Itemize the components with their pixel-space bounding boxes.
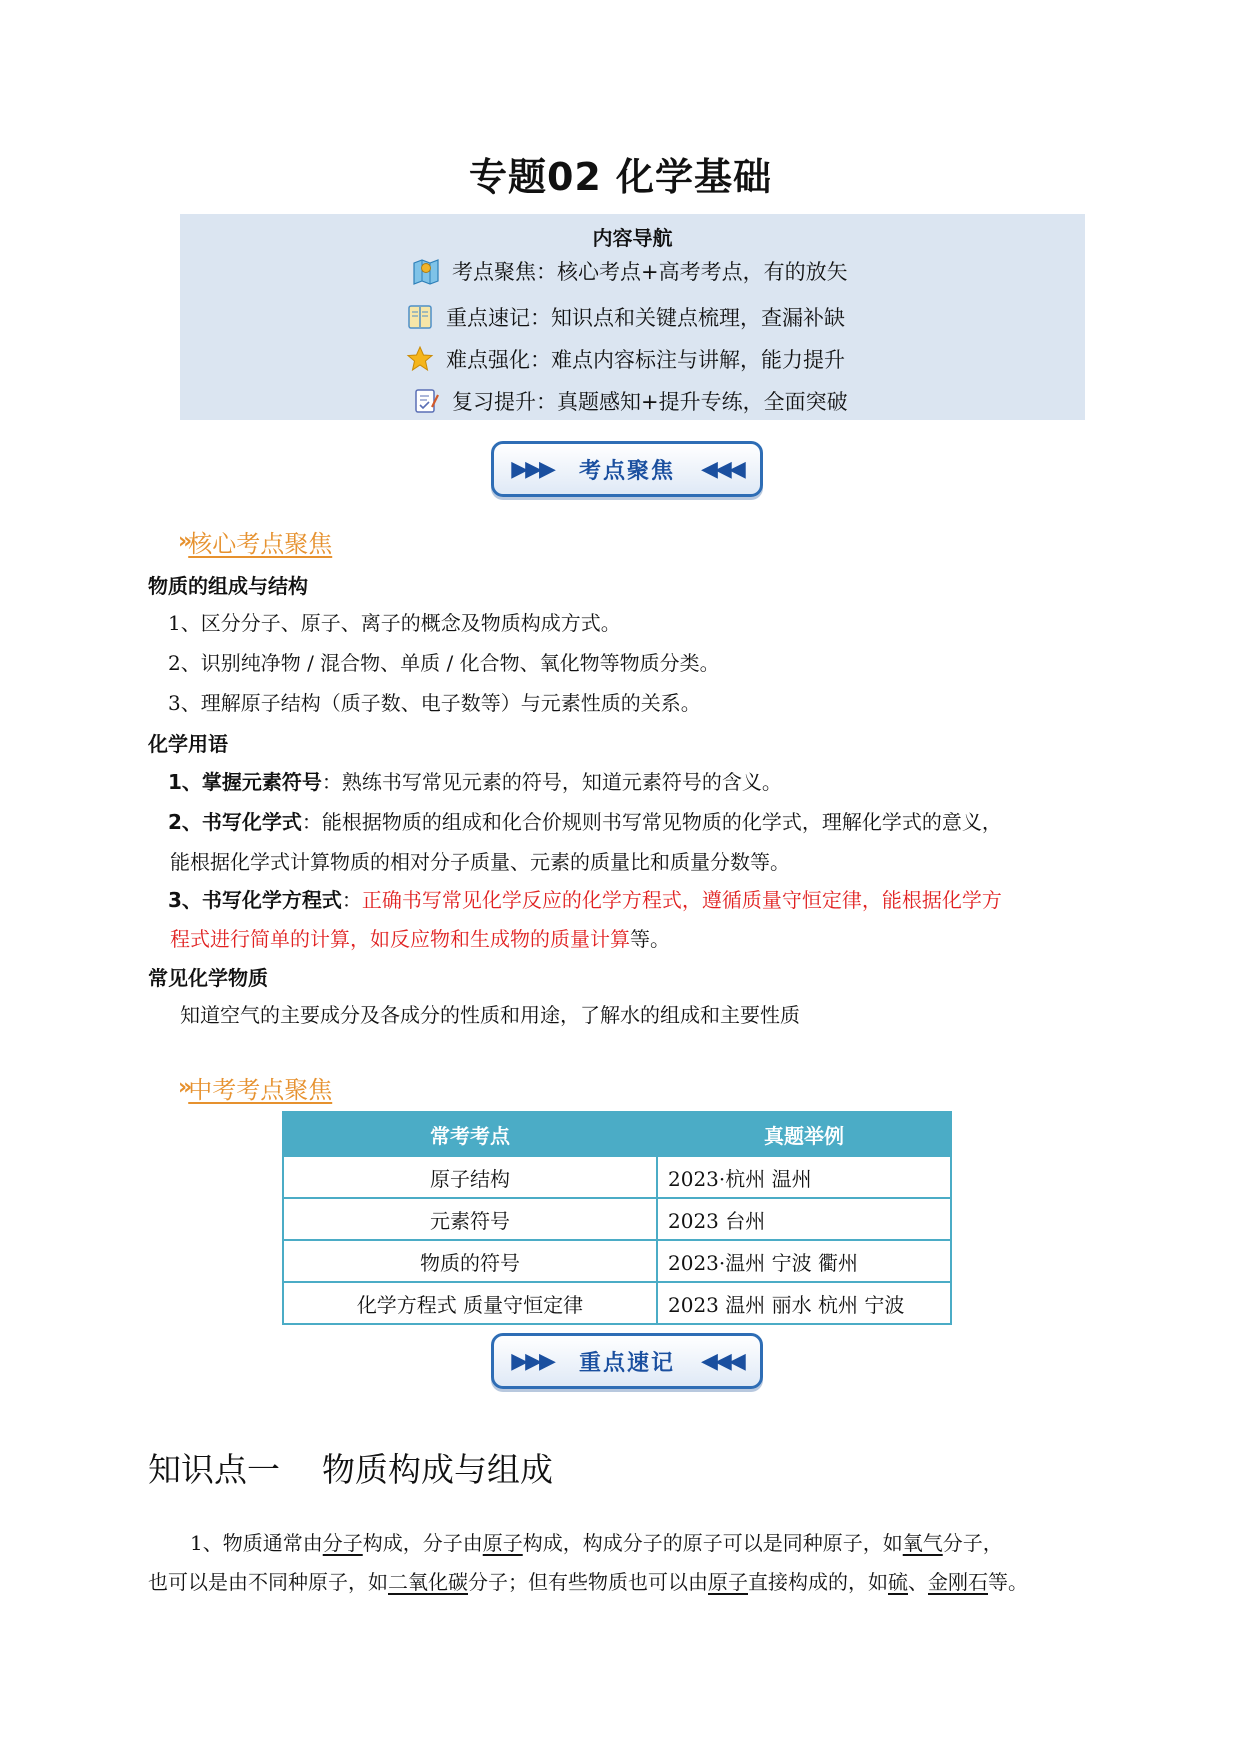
right-triangles-icon: ▶▶▶ — [511, 1348, 553, 1374]
text-run: 等。 — [988, 1570, 1028, 1594]
item-label: 3、书写化学方程式 — [168, 888, 342, 912]
paragraph-continued — [148, 1566, 1028, 1595]
answer-blank: 二氧化碳 — [388, 1570, 468, 1594]
text-run: 分子；但有些物质也可以由 — [468, 1570, 708, 1594]
table-row — [283, 1282, 951, 1324]
table-cell: 元素符号 — [283, 1198, 657, 1240]
right-triangles-icon: ▶▶▶ — [511, 456, 553, 482]
table-cell: 2023·温州 宁波 衢州 — [657, 1240, 951, 1282]
text-run: 1、物质通常由 — [190, 1531, 323, 1555]
paragraph — [190, 1527, 1003, 1556]
column-header: 真题举例 — [657, 1112, 951, 1156]
subheading-substances: 常见化学物质 — [148, 966, 268, 990]
section-heading-text: 中考考点聚焦 — [188, 1076, 333, 1104]
list-item: 2、识别纯净物 / 混合物、单质 / 化合物、氧化物等物质分类。 — [168, 651, 720, 675]
nav-item-focus — [412, 256, 848, 286]
answer-blank: 原子 — [708, 1570, 748, 1594]
nav-item-difficult — [406, 344, 845, 374]
table-row — [283, 1156, 951, 1198]
text-run: 构成，构成分子的原子可以是同种原子，如 — [522, 1531, 903, 1555]
paragraph: 知道空气的主要成分及各成分的性质和用途，了解水的组成和主要性质 — [180, 1003, 800, 1027]
answer-blank: 金刚石 — [928, 1570, 988, 1594]
text-run: 分子， — [942, 1531, 1003, 1555]
item-text: ：熟练书写常见元素的符号，知道元素符号的含义。 — [321, 770, 782, 794]
exam-points-table — [282, 1111, 952, 1325]
nav-item-text: 考点聚焦：核心考点+高考考点，有的放矢 — [452, 260, 848, 284]
item-label: 2、书写化学式 — [168, 810, 302, 834]
section-exam-heading — [178, 1070, 332, 1105]
nav-item-review — [412, 386, 848, 416]
double-chevron-icon: » — [178, 529, 187, 554]
text-run: 构成，分子由 — [362, 1531, 483, 1555]
table-cell: 化学方程式 质量守恒定律 — [283, 1282, 657, 1324]
table-row — [283, 1198, 951, 1240]
nav-item-text: 重点速记：知识点和关键点梳理，查漏补缺 — [446, 306, 845, 330]
list-item — [168, 884, 1002, 913]
left-triangles-icon: ◀◀◀ — [701, 456, 743, 482]
item-text: 等。 — [630, 927, 670, 951]
section-heading-text: 核心考点聚焦 — [188, 530, 333, 558]
nav-item-text: 复习提升：真题感知+提升专练，全面突破 — [452, 390, 848, 414]
table-cell: 2023 温州 丽水 杭州 宁波 — [657, 1282, 951, 1324]
nav-item-text: 难点强化：难点内容标注与讲解，能力提升 — [446, 348, 845, 372]
table-cell: 原子结构 — [283, 1156, 657, 1198]
table-cell: 2023·杭州 温州 — [657, 1156, 951, 1198]
list-item: 3、理解原子结构（质子数、电子数等）与元素性质的关系。 — [168, 691, 701, 715]
answer-blank: 硫 — [888, 1570, 908, 1594]
list-item — [168, 806, 1002, 835]
double-chevron-icon: » — [178, 1075, 187, 1100]
page-title: 专题02 化学基础 — [468, 155, 773, 199]
list-item-continued: 能根据化学式计算物质的相对分子质量、元素的质量比和质量分数等。 — [170, 850, 790, 874]
knowledge-point-title: 知识点一 物质构成与组成 — [148, 1450, 553, 1489]
table-header-row — [283, 1112, 951, 1156]
subheading-composition: 物质的组成与结构 — [148, 574, 308, 598]
table-cell: 2023 台州 — [657, 1198, 951, 1240]
list-item: 1、区分分子、原子、离子的概念及物质构成方式。 — [168, 611, 621, 635]
banner-focus — [491, 441, 763, 497]
left-triangles-icon: ◀◀◀ — [701, 1348, 743, 1374]
table-row — [283, 1240, 951, 1282]
item-text: ：能根据物质的组成和化合价规则书写常见物质的化学式，理解化学式的意义， — [301, 810, 1002, 834]
content-navigation — [180, 214, 1085, 420]
highlight-text: 程式进行简单的计算，如反应物和生成物的质量计算 — [170, 927, 630, 951]
map-icon — [412, 257, 440, 285]
answer-blank: 分子 — [322, 1531, 363, 1555]
text-run: 直接构成的，如 — [748, 1570, 888, 1594]
nav-item-notes — [406, 302, 845, 332]
item-colon: ： — [341, 888, 362, 912]
banner-notes — [491, 1333, 763, 1389]
table-cell: 物质的符号 — [283, 1240, 657, 1282]
book-icon — [406, 303, 434, 331]
banner-label: 考点聚焦 — [578, 458, 675, 484]
nav-heading: 内容导航 — [592, 226, 673, 250]
highlight-text: 正确书写常见化学反应的化学方程式，遵循质量守恒定律，能根据化学方 — [361, 888, 1002, 912]
answer-blank: 氧气 — [902, 1531, 943, 1555]
edit-icon — [412, 387, 440, 415]
column-header: 常考考点 — [283, 1112, 657, 1156]
answer-blank: 原子 — [482, 1531, 523, 1555]
text-run: 也可以是由不同种原子，如 — [148, 1570, 388, 1594]
item-label: 1、掌握元素符号 — [168, 770, 322, 794]
star-icon — [406, 345, 434, 373]
text-run: 、 — [908, 1570, 928, 1594]
banner-label: 重点速记 — [578, 1350, 675, 1376]
list-item-continued — [170, 923, 670, 952]
section-core-heading — [178, 524, 332, 559]
subheading-terms: 化学用语 — [148, 732, 228, 756]
list-item — [168, 766, 782, 795]
